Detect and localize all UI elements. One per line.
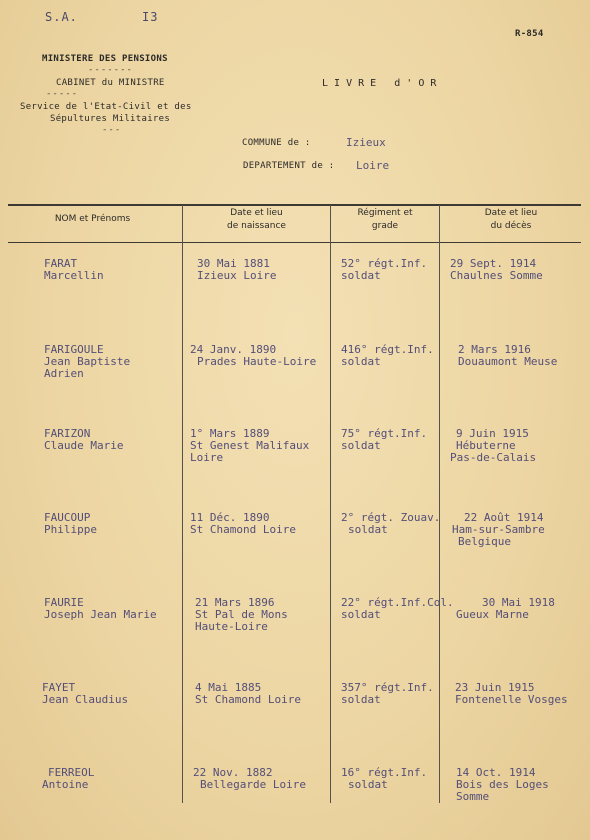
- table-row-name: [44, 512, 97, 536]
- cell-line: soldat: [341, 693, 381, 706]
- cell-line: 9 Juin 1915: [456, 427, 529, 440]
- cell-line: Prades Haute-Loire: [197, 355, 317, 368]
- column-header-birth: [183, 207, 330, 233]
- column-divider: [330, 205, 331, 803]
- cell-line: 16° régt.Inf.: [341, 766, 428, 779]
- header-text: grade: [371, 221, 399, 231]
- cell-line: St Chamond Loire: [190, 523, 296, 536]
- table-row-regiment: [341, 258, 427, 282]
- cell-line: Fontenelle Vosges: [455, 693, 568, 706]
- table-row-regiment: [341, 682, 434, 706]
- table-row-name: [42, 682, 128, 706]
- cell-line: 22° régt.Inf.Col.: [341, 596, 454, 609]
- cell-line: 22 Août 1914: [464, 511, 544, 524]
- document-title: L I V R E d ' O R: [322, 78, 437, 89]
- header-text: Régiment et: [357, 208, 413, 218]
- table-row-death: [456, 767, 549, 803]
- table-row-death: [456, 596, 555, 621]
- separator-dash: -------: [88, 65, 133, 75]
- top-left-code: S.A.: [45, 10, 78, 24]
- table-row-birth: [195, 682, 301, 706]
- cell-line: FARIGOULE: [44, 343, 104, 356]
- cell-line: St Genest Malifaux: [190, 439, 310, 452]
- cell-line: 29 Sept. 1914: [450, 257, 537, 270]
- cell-line: FAURIE: [44, 596, 84, 609]
- table-row-name: [42, 766, 95, 791]
- table-row-regiment: [341, 512, 440, 536]
- table-row-birth: [190, 512, 296, 536]
- cell-line: FARAT: [44, 257, 78, 270]
- cell-line: 22 Nov. 1882: [193, 766, 273, 779]
- cell-line: 75° régt.Inf.: [341, 427, 428, 440]
- table-row-birth: [193, 767, 306, 791]
- column-header-name: [20, 213, 165, 226]
- cell-line: 2° régt. Zouav.: [341, 511, 441, 524]
- cell-line: 1° Mars 1889: [190, 427, 270, 440]
- cell-line: 4 Mai 1885: [195, 681, 262, 694]
- cell-line: 14 Oct. 1914: [456, 766, 536, 779]
- service-line-1: Service de l'Etat-Civil et des: [20, 102, 192, 112]
- table-row-death: [450, 258, 543, 282]
- table-header-rule: [8, 242, 581, 243]
- table-row-death: [450, 427, 537, 464]
- cell-line: 30 Mai 1881: [197, 257, 270, 270]
- table-row-regiment: [341, 428, 427, 452]
- cell-line: Claude Marie: [44, 439, 124, 452]
- separator-dash: -----: [46, 89, 79, 99]
- cell-line: Douaumont Meuse: [458, 355, 558, 368]
- cell-line: Gueux Marne: [456, 608, 529, 621]
- cell-line: St Pal de Mons: [195, 608, 288, 621]
- cabinet-name: CABINET du MINISTRE: [56, 78, 165, 88]
- service-line-2: Sépultures Militaires: [50, 114, 171, 124]
- cell-line: St Chamond Loire: [195, 693, 301, 706]
- header-text: Date et lieu: [484, 208, 538, 218]
- column-header-regiment: [331, 207, 439, 233]
- cell-line: 30 Mai 1918: [482, 596, 555, 609]
- table-row-regiment: [341, 767, 427, 791]
- cell-line: soldat: [341, 355, 381, 368]
- cell-line: Jean Claudius: [42, 693, 129, 706]
- cell-line: Joseph Jean Marie: [44, 608, 157, 621]
- cell-line: Haute-Loire: [195, 620, 268, 633]
- header-text: de naissance: [227, 221, 286, 231]
- cell-line: 52° régt.Inf.: [341, 257, 428, 270]
- cell-line: Adrien: [44, 367, 84, 380]
- header-text: NOM et Prénoms: [54, 214, 131, 224]
- table-top-rule: [8, 204, 581, 206]
- commune-value: Izieux: [346, 136, 386, 149]
- cell-line: soldat: [348, 778, 388, 791]
- departement-value: Loire: [356, 159, 390, 172]
- cell-line: soldat: [341, 439, 381, 452]
- cell-line: Loire: [190, 451, 224, 464]
- cell-line: 357° régt.Inf.: [341, 681, 434, 694]
- commune-label: COMMUNE de :: [242, 138, 311, 148]
- header-text: du décès: [490, 221, 532, 231]
- cell-line: 416° régt.Inf.: [341, 343, 434, 356]
- separator-dash: ---: [102, 125, 122, 135]
- cell-line: FARIZON: [44, 427, 91, 440]
- table-row-death: [455, 682, 568, 706]
- cell-line: Ham-sur-Sambre: [452, 523, 545, 536]
- cell-line: Pas-de-Calais: [450, 451, 537, 464]
- cell-line: Antoine: [42, 778, 89, 791]
- header-text: Date et lieu: [230, 208, 283, 218]
- cell-line: soldat: [348, 523, 388, 536]
- table-row-regiment: [341, 344, 434, 368]
- table-row-birth: [195, 597, 288, 633]
- column-divider: [439, 205, 440, 803]
- cell-line: Bellegarde Loire: [200, 778, 306, 791]
- table-row-name: [44, 258, 104, 282]
- table-row-birth: [190, 344, 316, 368]
- cell-line: 21 Mars 1896: [195, 596, 275, 609]
- table-row-name: [44, 428, 123, 452]
- table-row-regiment: [341, 597, 454, 621]
- table-row-birth: [197, 258, 276, 282]
- table-row-death: [452, 511, 545, 548]
- cell-line: 11 Déc. 1890: [190, 511, 270, 524]
- cell-line: 2 Mars 1916: [458, 343, 531, 356]
- cell-line: Somme: [456, 790, 490, 803]
- departement-label: DEPARTEMENT de :: [243, 161, 335, 171]
- cell-line: Bois des Loges: [456, 778, 549, 791]
- cell-line: Izieux Loire: [197, 269, 277, 282]
- cell-line: Marcellin: [44, 269, 104, 282]
- cell-line: FERREOL: [48, 766, 95, 779]
- column-divider: [182, 205, 183, 803]
- table-row-name: [44, 344, 130, 380]
- cell-line: Hébuterne: [456, 439, 516, 452]
- cell-line: FAUCOUP: [44, 511, 91, 524]
- cell-line: FAYET: [42, 681, 76, 694]
- cell-line: Jean Baptiste: [44, 355, 131, 368]
- reference-code: R-854: [515, 29, 544, 39]
- cell-line: Chaulnes Somme: [450, 269, 543, 282]
- column-header-death: [440, 207, 582, 233]
- top-number: I3: [142, 10, 159, 24]
- cell-line: 23 Juin 1915: [455, 681, 535, 694]
- cell-line: 24 Janv. 1890: [190, 343, 277, 356]
- cell-line: Belgique: [458, 535, 511, 548]
- cell-line: soldat: [341, 269, 381, 282]
- table-row-death: [458, 344, 557, 368]
- ministry-name: MINISTERE DES PENSIONS: [42, 54, 168, 64]
- cell-line: soldat: [341, 608, 381, 621]
- cell-line: Philippe: [44, 523, 97, 536]
- table-row-birth: [190, 428, 309, 464]
- table-row-name: [44, 597, 157, 621]
